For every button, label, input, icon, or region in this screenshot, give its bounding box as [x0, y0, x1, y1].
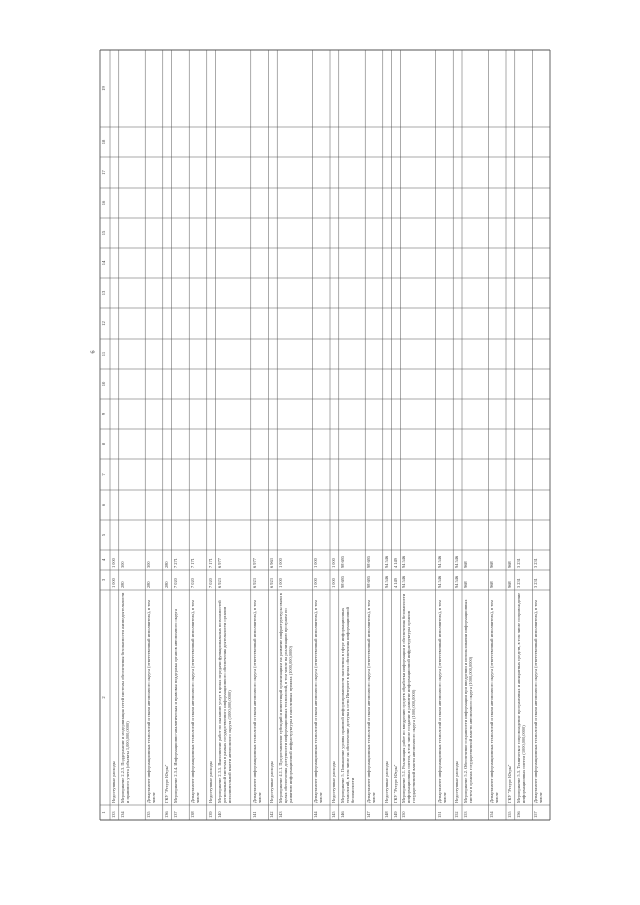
row-name: Департамент информационных технологий и связи автономного округа (ответственный исполнитель), в том числе	[313, 600, 324, 803]
row-value-4: 1 000	[313, 558, 319, 568]
row-name: Мероприятие 5.3. Техническое сопровождение программных и аппаратных средств, в том числе сопровождение информационных систем (1000,000,0000)	[515, 592, 526, 803]
row-name: ГКУ "Ресурс Югры"	[163, 764, 169, 803]
row-value-4: 968	[463, 561, 468, 568]
row-name: Департамент информационных технологий и связи автономного округа (ответственный исполнитель), в том числе	[190, 600, 201, 803]
column-header: 12	[101, 321, 106, 326]
row-name: Недоступные расходы	[269, 761, 275, 803]
row-value-4: 94 546	[436, 555, 442, 568]
row-number: 136	[163, 811, 169, 818]
row-value-4: 6 977	[216, 558, 222, 568]
column-header: 6	[101, 503, 106, 507]
column-header: 11	[101, 351, 106, 357]
row-number: 139	[207, 811, 213, 818]
column-header: 5	[101, 533, 106, 537]
row-name: Департамент информационных технологий и связи автономного округа (ответственный исполнитель), в том числе	[533, 600, 544, 803]
row-name: Департамент информационных технологий и связи автономного округа (ответственный исполнитель), в том числе	[436, 600, 447, 803]
row-number: 152	[454, 811, 460, 818]
row-number: 138	[190, 811, 196, 818]
row-name: Недоступные расходы	[331, 761, 336, 803]
row-value-4: 3 231	[533, 558, 539, 568]
row-number: 146	[339, 811, 345, 818]
row-value-3: 94 546	[454, 575, 460, 588]
row-number: 140	[216, 811, 222, 818]
row-number: 155	[507, 811, 512, 818]
row-value-3: 1 000	[111, 578, 116, 588]
row-value-3: 98 695	[339, 575, 345, 588]
row-value-4: 98 695	[339, 555, 345, 568]
row-value-3: 7 020	[190, 578, 196, 588]
row-number: 147	[366, 811, 372, 818]
row-name: Недоступные расходы	[207, 761, 213, 803]
row-value-3: 6 923	[269, 578, 275, 588]
row-value-4: 7 171	[207, 558, 213, 568]
row-number: 145	[331, 811, 336, 818]
column-header: 17	[101, 170, 106, 175]
row-number: 142	[269, 811, 275, 818]
row-number: 156	[515, 811, 521, 818]
row-value-4: 7 171	[190, 558, 196, 568]
row-value-4: 1 000	[331, 558, 336, 568]
row-value-4: 7 271	[172, 558, 178, 568]
column-header: 3	[101, 578, 106, 582]
row-value-3: 6 923	[251, 578, 257, 588]
row-value-3: 94 546	[383, 575, 389, 588]
row-value-3: 968	[489, 581, 495, 588]
row-name: Департамент информационных технологий и связи автономного округа (ответственный исполнитель), в том числе	[489, 600, 500, 803]
column-header: 10	[101, 381, 106, 387]
row-value-3: 968	[507, 581, 512, 588]
row-value-4: 280	[163, 561, 169, 568]
column-header: 18	[101, 139, 106, 145]
row-name: ГКУ "Ресурс Югры"	[392, 764, 398, 803]
row-number: 143	[278, 811, 284, 818]
column-header: 15	[101, 230, 106, 236]
row-name: Недоступные расходы	[111, 761, 116, 803]
row-name: Мероприятие 5. Повышение уровня правовой информированности населения в сфере информационных технологий, в том числе на обеспечение доступа к сети Интернет в целях обеспечения информационной безопасности	[339, 607, 356, 803]
column-header: 2	[101, 696, 106, 699]
row-value-3: 1 000	[331, 578, 336, 588]
row-value-4: 4 149	[392, 558, 398, 568]
page-number: 6	[90, 350, 97, 354]
row-name: ГКУ "Ресурс Югры"	[507, 764, 512, 803]
row-value-3: 968	[463, 581, 468, 588]
column-header: 4	[101, 558, 106, 562]
row-number: 135	[146, 811, 152, 818]
row-value-4: 94 546	[454, 555, 460, 568]
column-header: 9	[101, 412, 106, 416]
column-header: 14	[101, 260, 106, 266]
row-value-3: 1 000	[313, 578, 319, 588]
row-name: Департамент информационных технологий и связи автономного округа (ответственный исполнитель), в том числе	[251, 600, 262, 803]
row-value-4: 1 000	[278, 558, 284, 568]
row-number: 144	[313, 811, 319, 818]
row-name: Мероприятие 2.3.4. Информационно-аналитическая и правовая поддержка органов автономного округа	[172, 609, 178, 803]
row-value-3: 7 020	[172, 578, 178, 588]
row-value-4: 94 546	[401, 555, 407, 568]
row-value-3: 280	[119, 581, 125, 588]
row-name: Мероприятие 4.1.1. Предоставление субсидий и инвестиций организациям на развитие инфраструктуры связи в целях обеспечения доступности информационных технологий, в том числе на реализацию программ по развитию информационной инфраструктуры в населенных пунктах (1000,000,0000)	[278, 593, 294, 803]
row-number: 150	[401, 811, 407, 818]
row-number: 154	[489, 811, 495, 818]
row-value-4: 98 695	[366, 555, 372, 568]
row-value-3: 94 546	[401, 575, 407, 588]
column-header: 16	[101, 200, 106, 206]
column-header: 7	[101, 473, 106, 476]
row-value-4: 3 231	[515, 558, 521, 568]
row-number: 149	[392, 811, 398, 818]
row-value-4: 300	[119, 561, 125, 568]
row-value-4: 1 000	[111, 558, 116, 568]
row-name: Мероприятие 2.2.3. Поддержание и модернизация сетей системы обеспечения безопасности жизнедеятельности и правового учета (объекты 1,000,000,0000)	[119, 592, 130, 803]
row-number: 137	[172, 811, 178, 818]
row-value-3: 6 923	[216, 578, 222, 588]
row-value-3: 4 149	[392, 578, 398, 588]
row-number: 148	[383, 811, 389, 818]
column-header: 8	[101, 442, 106, 446]
row-value-3: 94 546	[436, 575, 442, 588]
row-name: Недоступные расходы	[383, 761, 389, 803]
row-number: 133	[111, 811, 116, 818]
row-value-4: 968	[507, 561, 512, 568]
row-number: 157	[533, 811, 539, 818]
row-name: Мероприятие 5.1. Реализация работ по внедрению средств обработки информации и обеспечения безопасности информационных систем, в том числе создание и развитие информационной инфраструктуры органов государственной власти автономного округа (1000,000,0000)	[401, 593, 417, 803]
budget-table	[100, 50, 550, 820]
row-value-4: 94 546	[383, 555, 389, 568]
row-name: Департамент информационных технологий и связи автономного округа (ответственный исполнитель), в том числе	[146, 600, 157, 803]
row-value-4: 300	[146, 561, 152, 568]
row-number: 141	[251, 811, 257, 818]
row-name: Мероприятие 2.3.5. Выполнение работ по оказанию услуг в целях передачи функциональных возможностей региональной системы в рамках государственного информационного обеспечения деятельности органов исполнительной власти автономного округа (1000,000,0000)	[216, 600, 232, 803]
row-value-3: 3 231	[533, 578, 539, 588]
row-name: Недоступные расходы	[454, 761, 460, 803]
row-number: 153	[463, 811, 468, 818]
row-number: 134	[119, 811, 125, 818]
row-value-3: 1 000	[278, 578, 284, 588]
row-name: Департамент информационных технологий и связи автономного округа (ответственный исполнитель), в том числе	[366, 600, 377, 803]
row-value-4: 968	[489, 561, 495, 568]
row-value-4: 6 963	[269, 558, 275, 568]
row-value-3: 98 695	[366, 575, 372, 588]
row-value-3: 3 231	[515, 578, 521, 588]
column-header: 13	[101, 290, 106, 296]
row-name: Мероприятие 5.2. Обеспечение сохранности информации при внедрении и использовании информационных систем в органах государственной власти автономного округа (1000,000,0000)	[463, 599, 474, 803]
row-value-3: 280	[146, 581, 152, 588]
column-header: 19	[101, 86, 106, 91]
row-number: 151	[436, 811, 442, 818]
row-value-4: 6 977	[251, 558, 257, 568]
row-value-3: 280	[163, 581, 169, 588]
row-value-3: 7 020	[207, 578, 213, 588]
column-header: 1	[101, 811, 106, 814]
